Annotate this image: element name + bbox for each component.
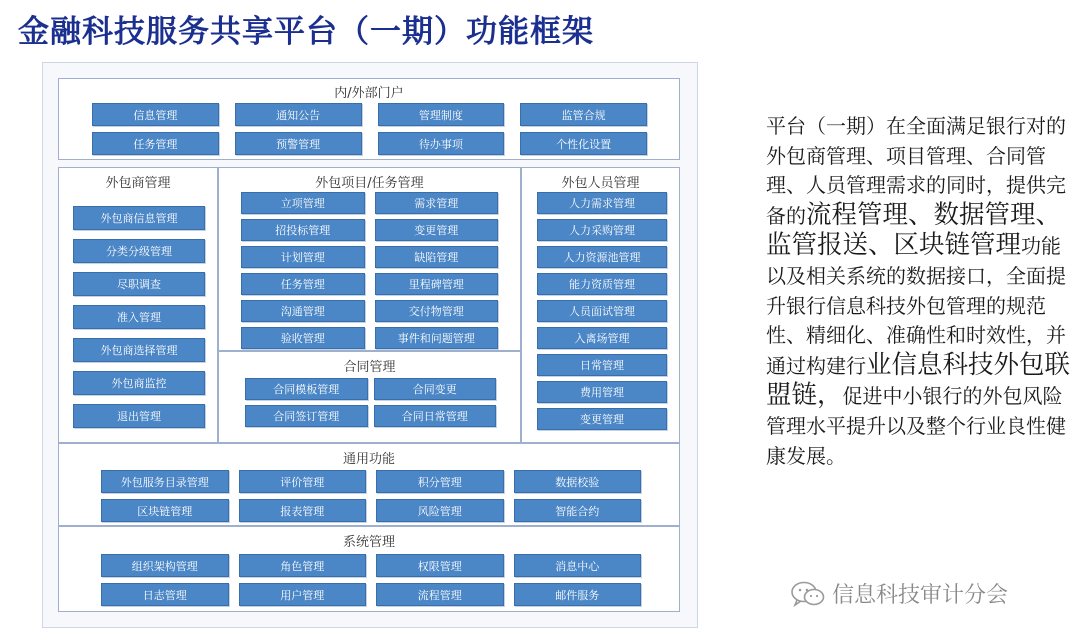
project-item-button[interactable]: 计划管理 — [241, 246, 365, 268]
watermark-text: 信息科技审计分会 — [832, 583, 1009, 608]
staff-item-button[interactable]: 人力采购管理 — [537, 219, 667, 241]
staff-item-button[interactable]: 入离场管理 — [537, 327, 667, 349]
description-part-1: 平台（一期）在全面满足银行对的外包商管理、项目管理、合同管理、人员管理需求的同时，提供完备的 — [766, 114, 1066, 228]
portal-items — [92, 103, 647, 155]
staff-item-button[interactable]: 日常管理 — [537, 354, 667, 376]
system-item-button[interactable]: 角色管理 — [239, 554, 367, 577]
common-item-button[interactable]: 风险管理 — [376, 499, 504, 522]
common-items — [101, 470, 641, 522]
page-title: 金融科技服务共享平台（一期）功能框架 — [18, 14, 594, 50]
project-item-button[interactable]: 事件和问题管理 — [375, 327, 499, 349]
portal-item-button[interactable]: 通知公告 — [235, 103, 362, 126]
section-staff-title: 外包人员管理 — [561, 176, 640, 191]
common-item-button[interactable]: 报表管理 — [239, 499, 367, 522]
staff-items — [537, 192, 667, 430]
section-vendor-title: 外包商管理 — [105, 176, 171, 191]
section-contract — [218, 351, 521, 443]
vendor-items — [73, 206, 205, 428]
staff-item-button[interactable]: 变更管理 — [537, 408, 667, 430]
system-item-button[interactable]: 消息中心 — [514, 554, 642, 577]
staff-item-button[interactable]: 人力需求管理 — [537, 192, 667, 214]
section-common — [58, 443, 680, 526]
project-item-button[interactable]: 缺陷管理 — [375, 246, 499, 268]
contract-item-button[interactable]: 合同日常管理 — [374, 405, 497, 427]
section-staff — [521, 167, 680, 443]
project-item-button[interactable]: 任务管理 — [241, 273, 365, 295]
system-item-button[interactable]: 用户管理 — [239, 583, 367, 606]
project-item-button[interactable]: 需求管理 — [375, 192, 499, 214]
vendor-item-button[interactable]: 外包商信息管理 — [73, 206, 205, 230]
project-item-button[interactable]: 里程碑管理 — [375, 273, 499, 295]
portal-item-button[interactable]: 信息管理 — [92, 103, 219, 126]
vendor-item-button[interactable]: 分类分级管理 — [73, 239, 205, 263]
project-item-button[interactable]: 验收管理 — [241, 327, 365, 349]
section-system-title: 系统管理 — [342, 535, 395, 550]
watermark — [790, 578, 1008, 609]
system-items — [101, 554, 641, 606]
portal-item-button[interactable]: 预警管理 — [235, 132, 362, 155]
project-item-button[interactable]: 交付物管理 — [375, 300, 499, 322]
project-item-button[interactable]: 立项管理 — [241, 192, 365, 214]
common-item-button[interactable]: 数据校验 — [514, 470, 642, 493]
portal-item-button[interactable]: 管理制度 — [378, 103, 505, 126]
description-part-5: 促进中小银行的外包风险管理水平提升以及整个行业良性健康发展。 — [766, 384, 1066, 468]
project-item-button[interactable]: 沟通管理 — [241, 300, 365, 322]
section-portal-title: 内/外部门户 — [334, 86, 404, 101]
section-common-title: 通用功能 — [342, 452, 395, 467]
contract-item-button[interactable]: 合同签订管理 — [245, 405, 368, 427]
contract-item-button[interactable]: 合同模板管理 — [245, 378, 368, 400]
framework-diagram — [42, 62, 698, 628]
common-item-button[interactable]: 外包服务目录管理 — [101, 470, 229, 493]
project-item-button[interactable]: 变更管理 — [375, 219, 499, 241]
system-item-button[interactable]: 组织架构管理 — [101, 554, 229, 577]
system-item-button[interactable]: 权限管理 — [376, 554, 504, 577]
portal-item-button[interactable]: 待办事项 — [378, 132, 505, 155]
description-part-2: 流程管理、数据管理、监管报送、区块链管理 — [766, 199, 1062, 261]
staff-item-button[interactable]: 能力资质管理 — [537, 273, 667, 295]
system-item-button[interactable]: 流程管理 — [376, 583, 504, 606]
description-part-3: 功能以及相关系统的数据接口，全面提升银行信息科技外包管理的规范性、精细化、准确性和时效性，并通过构建行 — [766, 234, 1066, 378]
system-item-button[interactable]: 邮件服务 — [514, 583, 642, 606]
contract-item-button[interactable]: 合同变更 — [374, 378, 497, 400]
staff-item-button[interactable]: 人员面试管理 — [537, 300, 667, 322]
vendor-item-button[interactable]: 准入管理 — [73, 305, 205, 329]
common-item-button[interactable]: 评价管理 — [239, 470, 367, 493]
section-project — [218, 167, 521, 351]
description-text — [766, 112, 1078, 471]
portal-item-button[interactable]: 监管合规 — [520, 103, 647, 126]
contract-items — [245, 378, 496, 427]
section-project-title: 外包项目/任务管理 — [315, 176, 424, 191]
wechat-icon — [790, 580, 826, 608]
portal-item-button[interactable]: 个性化设置 — [520, 132, 647, 155]
project-item-button[interactable]: 招投标管理 — [241, 219, 365, 241]
system-item-button[interactable]: 日志管理 — [101, 583, 229, 606]
project-items — [241, 192, 498, 349]
description-part-4: 业信息科技外包联盟链， — [766, 349, 1071, 411]
vendor-item-button[interactable]: 外包商选择管理 — [73, 338, 205, 362]
staff-item-button[interactable]: 人力资源池管理 — [537, 246, 667, 268]
section-vendor — [58, 167, 218, 443]
common-item-button[interactable]: 区块链管理 — [101, 499, 229, 522]
section-portal — [58, 78, 680, 160]
section-contract-title: 合同管理 — [343, 360, 396, 375]
vendor-item-button[interactable]: 外包商监控 — [73, 371, 205, 395]
vendor-item-button[interactable]: 退出管理 — [73, 404, 205, 428]
section-system — [58, 526, 680, 612]
vendor-item-button[interactable]: 尽职调查 — [73, 272, 205, 296]
portal-item-button[interactable]: 任务管理 — [92, 132, 219, 155]
staff-item-button[interactable]: 费用管理 — [537, 381, 667, 403]
common-item-button[interactable]: 积分管理 — [376, 470, 504, 493]
common-item-button[interactable]: 智能合约 — [514, 499, 642, 522]
